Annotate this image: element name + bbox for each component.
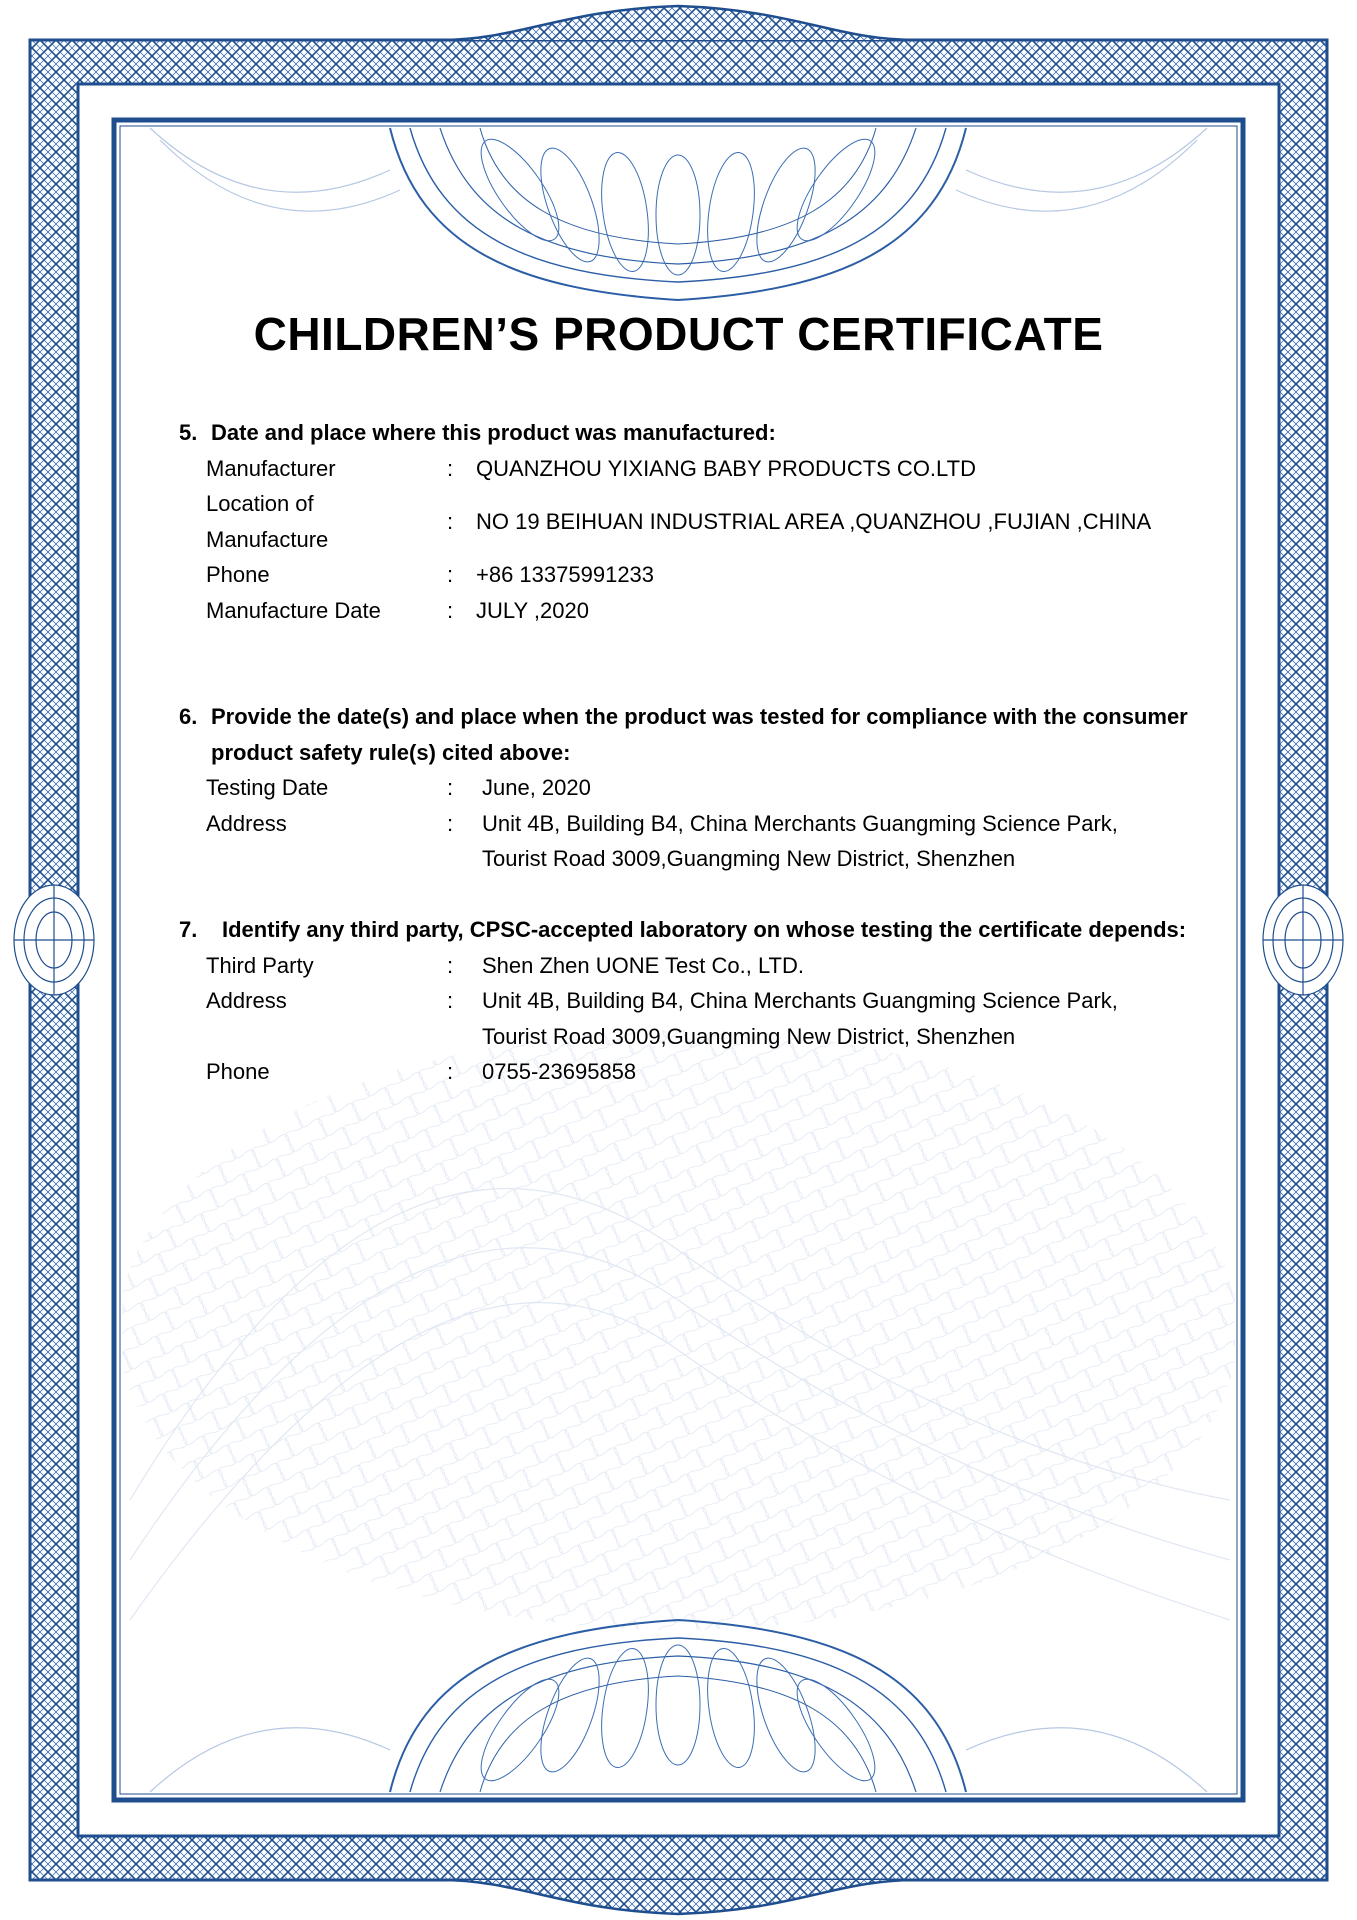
- field-value: +86 13375991233: [476, 562, 655, 587]
- field-value-line: Tourist Road 3009,Guangming New District, Shenzhen: [482, 1023, 1016, 1049]
- field-label-line: Location of: [206, 491, 314, 516]
- field-value: 0755-23695858: [482, 1059, 637, 1084]
- field-colon: :: [447, 508, 454, 534]
- field-label: Address: [206, 810, 287, 836]
- field-label: Phone: [206, 562, 270, 587]
- field-row-third-party: [176, 948, 1246, 984]
- field-row-lab-phone: [176, 1054, 1246, 1090]
- field-label: Third Party: [206, 952, 314, 978]
- field-value-line: Unit 4B, Building B4, China Merchants Guangming Science Park,: [482, 988, 1118, 1013]
- left-medallion: [14, 885, 94, 995]
- section-manufacture: [176, 415, 1246, 628]
- field-value: QUANZHOU YIXIANG BABY PRODUCTS CO.LTD: [476, 455, 976, 481]
- field-value: JULY ,2020: [476, 597, 589, 623]
- section-heading-text: product safety rule(s) cited above:: [211, 739, 571, 765]
- section-heading: [176, 912, 1246, 948]
- section-number: 6.: [179, 704, 198, 729]
- bottom-crest: [440, 1880, 916, 1914]
- field-value-line: Tourist Road 3009,Guangming New District, Shenzhen: [482, 846, 1016, 871]
- section-heading-text: Provide the date(s) and place when the product was tested for compliance with the consumer: [211, 704, 1188, 729]
- section-heading: [176, 699, 1246, 770]
- field-row-lab-address: [176, 983, 1246, 1054]
- field-value: Shen Zhen UONE Test Co., LTD.: [482, 952, 804, 978]
- field-colon: :: [447, 775, 454, 800]
- field-colon: :: [447, 1059, 454, 1084]
- section-heading-text: Identify any third party, CPSC-accepted laboratory on whose testing the certificate depends:: [222, 917, 1187, 942]
- field-label: [206, 486, 436, 557]
- section-number: 5.: [179, 420, 198, 445]
- field-label: Testing Date: [206, 775, 329, 800]
- certificate-title: CHILDREN’S PRODUCT CERTIFICATE: [253, 308, 1104, 360]
- field-colon: :: [447, 988, 454, 1013]
- field-value: NO 19 BEIHUAN INDUSTRIAL AREA ,QUANZHOU ,FUJIAN ,CHINA: [476, 508, 1152, 534]
- field-row-location: [176, 486, 1246, 557]
- field-colon: :: [447, 455, 454, 481]
- field-row-manufacture-date: [176, 593, 1246, 629]
- field-row-manufacturer: [176, 451, 1246, 487]
- section-third-party: [176, 912, 1246, 1090]
- field-colon: :: [447, 562, 454, 587]
- top-crest: [440, 6, 916, 40]
- field-row-test-address: [176, 806, 1246, 877]
- field-label: Phone: [206, 1059, 270, 1084]
- field-colon: :: [447, 597, 454, 623]
- field-colon: :: [447, 810, 454, 836]
- field-value: June, 2020: [482, 775, 591, 800]
- field-row-phone: [176, 557, 1246, 593]
- field-label: Manufacture Date: [206, 597, 381, 623]
- field-label-line: Manufacture: [206, 526, 329, 552]
- section-heading: [176, 415, 1246, 451]
- section-number: 7.: [179, 917, 198, 942]
- field-row-testing-date: [176, 770, 1246, 806]
- right-medallion: [1263, 885, 1343, 995]
- field-label: Manufacturer: [206, 455, 336, 481]
- section-testing: [176, 699, 1246, 877]
- section-heading-text: Date and place where this product was manufactured:: [211, 420, 776, 445]
- field-colon: :: [447, 952, 454, 978]
- field-label: Address: [206, 988, 287, 1013]
- field-value-line: Unit 4B, Building B4, China Merchants Guangming Science Park,: [482, 810, 1118, 836]
